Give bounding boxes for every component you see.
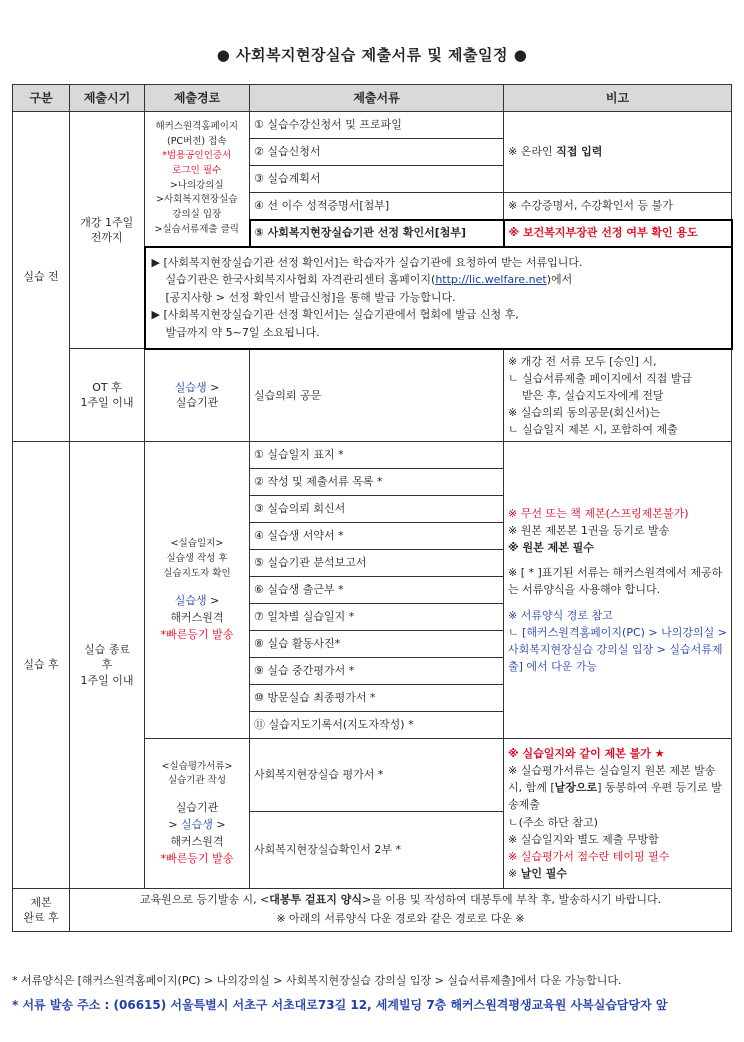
remark-post-2: ※ 실습일지와 같이 제본 불가 ★ ※ 실습평가서류는 실습일지 원본 제본 발송 시, 함께 [낱장으로] 동봉하여 우편 등기로 발송제출 ㄴ(주소 하단 참고) ※ 실습일지와 별도 제출 무방함 ※ 실습평가서 점수란 테이핑 필수 ※ 날인 필수 [504, 739, 732, 889]
footer-mailing-address: * 서류 발송 주소 : (06615) 서울특별시 서초구 서초대로73길 12, 세계빌딩 7층 해커스원격평생교육원 사복실습담당자 앞 [12, 998, 668, 1012]
header-timing: 제출시기 [70, 85, 145, 112]
page-title: ● 사회복지현장실습 제출서류 및 제출일정 ● [216, 46, 528, 64]
doc-item: ① 실습수강신청서 및 프로파일 [250, 112, 504, 139]
doc-item: ③ 실습의뢰 회신서 [250, 496, 504, 523]
doc-item: ⑩ 방문실습 최종평가서 * [250, 685, 504, 712]
timing-post: 실습 종료 후 1주일 이내 [70, 442, 145, 889]
doc-item: 사회복지현장실습확인서 2부 * [250, 812, 504, 889]
notice-line: 실습기관은 한국사회복지사협회 자격관리센터 홈페이지(http://lic.welfare.net)에서 [165, 273, 573, 287]
doc-item: ② 작성 및 제출서류 목록 * [250, 469, 504, 496]
route-post-2: <실습평가서류> 실습기관 작성 실습기관 > 실습생 > 해커스원격 *빠른등기 발송 [145, 739, 250, 889]
remark-ot: ※ 개강 전 서류 모두 [승인] 시, ㄴ 실습서류제출 페이지에서 직접 발급 받은 후, 실습지도자에게 전달 ※ 실습의뢰 동의공문(회신서)는 ㄴ 실습일지 제본 시, 포함하여 제출 [504, 349, 732, 442]
doc-item: ③ 실습계획서 [250, 166, 504, 193]
doc-item: ⑥ 실습생 출근부 * [250, 577, 504, 604]
header-remarks: 비고 [504, 85, 732, 112]
route-pre-2: 실습생 > 실습기관 [145, 349, 250, 442]
doc-item: ① 실습일지 표지 * [250, 442, 504, 469]
remark-online [504, 112, 732, 193]
doc-item-highlight: ⑤ 사회복지현장실습기관 선정 확인서[첨부] [250, 220, 504, 247]
doc-item: 사회복지현장실습 평가서 * [250, 739, 504, 812]
route-text: 해커스원격홈페이지 [155, 120, 239, 132]
route-text: (PC버전) 접속 [166, 135, 227, 147]
doc-item: ④ 실습생 서약서 * [250, 523, 504, 550]
doc-item: ⑨ 실습 중간평가서 * [250, 658, 504, 685]
notice-line: 발급까지 약 5~7일 소요됩니다. [165, 325, 320, 339]
doc-item: ⑪ 실습지도기록서(지도자작성) * [250, 712, 504, 739]
notice-box [145, 247, 732, 349]
table-row [13, 889, 732, 932]
remark-text: ※ 온라인 [508, 145, 557, 159]
doc-item: ② 실습신청서 [250, 139, 504, 166]
doc-item: 실습의뢰 공문 [250, 349, 504, 442]
category-bottom: 제본 완료 후 [13, 889, 70, 932]
footer-form-path: * 서류양식은 [해커스원격홈페이지(PC) > 나의강의실 > 사회복지현장실습 강의실 입장 > 실습서류제출]에서 다운 가능합니다. [12, 974, 622, 987]
header-category: 구분 [13, 85, 70, 112]
remark-post-1: ※ 무선 또는 책 제본(스프링제본불가) ※ 원본 제본본 1권을 등기로 발송 ※ 원본 제본 필수 ※ [ * ]표기된 서류는 해커스원격에서 제공하는 서류양식을 사용해야 합니다. ※ 서류양식 경로 참고 ㄴ [해커스원격홈페이지(PC) > 나의강의실 > 사회복지현장실습 강의실 입장 > 실습서류제출] 에서 다운 가능 [504, 442, 732, 739]
notice-line: ▶ [사회복지현장실습기관 선정 확인서]는 학습자가 실습기관에 요청하여 받는 서류입니다. [151, 255, 583, 269]
doc-item: ⑦ 일차별 실습일지 * [250, 604, 504, 631]
table-row [13, 112, 732, 139]
header-documents: 제출서류 [250, 85, 504, 112]
route-warning: *범용공인인증서 로그인 필수 [162, 150, 232, 177]
welfare-link[interactable]: http://lic.welfare.net [435, 273, 547, 287]
header-route: 제출경로 [145, 85, 250, 112]
category-post: 실습 후 [13, 442, 70, 889]
doc-item: ⑧ 실습 활동사진* [250, 631, 504, 658]
notice-line: ▶ [사회복지현장실습기관 선정 확인서]는 실습기관에서 협회에 발급 신청 후, [151, 308, 519, 322]
category-pre: 실습 전 [13, 112, 70, 442]
doc-item: ④ 선 이수 성적증명서[첨부] [250, 193, 504, 220]
doc-item: ⑤ 실습기관 분석보고서 [250, 550, 504, 577]
route-text: >나의강의실 >사회복지현장실습 강의실 입장 >실습서류제출 클릭 [154, 179, 239, 235]
route-pre-1 [145, 112, 250, 247]
remark-bold: 직접 입력 [556, 145, 603, 159]
table-row [13, 349, 732, 442]
bottom-instruction: 교육원으로 등기발송 시, <대봉투 겉표지 양식>을 이용 및 작성하여 대봉투에 부착 후, 발송하시기 바랍니다. ※ 아래의 서류양식 다운 경로와 같은 경로로 다운 ※ [70, 889, 732, 932]
submission-table [12, 84, 733, 932]
timing-pre-1: 개강 1주일 전까지 [70, 112, 145, 349]
table-row [13, 442, 732, 469]
route-post-1: <실습일지> 실습생 작성 후 실습지도자 확인 실습생 > 해커스원격 *빠른등기 발송 [145, 442, 250, 739]
remark-highlight: ※ 보건복지부장관 선정 여부 확인 용도 [504, 220, 732, 247]
table-header-row [13, 85, 732, 112]
notice-line: [공지사항 > 선정 확인서 발급신청]을 통해 발급 가능합니다. [165, 290, 456, 304]
timing-pre-2: OT 후 1주일 이내 [70, 349, 145, 442]
remark-transcript: ※ 수강증명서, 수강확인서 등 불가 [504, 193, 732, 220]
